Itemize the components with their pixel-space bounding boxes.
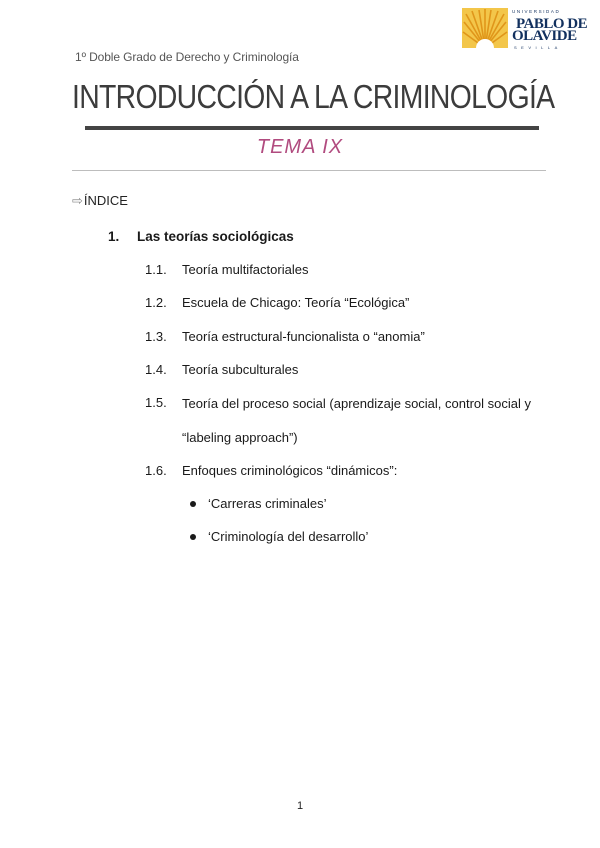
- topic-heading: TEMA IX: [256, 136, 344, 158]
- university-logo: [462, 8, 592, 52]
- logo-line-1: PABLO DE: [516, 16, 588, 32]
- bullet-item: [190, 529, 490, 547]
- toc-section-label: Las teorías sociológicas: [137, 229, 294, 244]
- course-subtitle: 1º Doble Grado de Derecho y Criminología: [75, 50, 299, 64]
- page-number: 1: [296, 800, 304, 812]
- toc-item-label: Escuela de Chicago: Teoría “Ecológica”: [182, 295, 410, 310]
- toc-item-label: Teoría del proceso social (aprendizaje social, control social y “labeling approach”): [182, 396, 532, 445]
- sun-emblem-icon: [462, 8, 508, 52]
- toc-item-label: Teoría estructural-funcionalista o “anomia”: [182, 329, 425, 344]
- bullet-dot-icon: [190, 501, 196, 507]
- title-divider: [85, 126, 539, 130]
- index-heading: [72, 193, 128, 209]
- toc-item-number: 1.1.: [145, 262, 167, 277]
- toc-item: [145, 329, 555, 347]
- toc-section-number: 1.: [108, 229, 120, 244]
- bullet-item: [190, 496, 490, 514]
- toc-item-number: 1.3.: [145, 329, 167, 344]
- toc-item: [145, 463, 555, 481]
- toc-item-number: 1.2.: [145, 295, 167, 310]
- logo-wordmark: [512, 8, 594, 52]
- bullet-dot-icon: [190, 534, 196, 540]
- toc-item: [145, 395, 555, 455]
- toc-section: [108, 229, 294, 244]
- logo-top-line: UNIVERSIDAD: [512, 9, 561, 14]
- toc-item: [145, 295, 555, 313]
- logo-bottom-line: SEVILLA: [514, 45, 562, 50]
- toc-item-number: 1.5.: [145, 395, 167, 410]
- header-divider: [72, 170, 546, 171]
- toc-item: [145, 262, 555, 280]
- toc-item-label: Teoría subculturales: [182, 362, 299, 377]
- page-title: INTRODUCCIÓN A LA CRIMINOLOGÍA: [72, 78, 555, 115]
- arrow-right-icon: ⇨: [72, 193, 83, 208]
- toc-item-label: Enfoques criminológicos “dinámicos”:: [182, 463, 398, 478]
- bullet-label: ‘Criminología del desarrollo’: [208, 529, 369, 544]
- logo-line-2: OLAVIDE: [512, 28, 577, 44]
- bullet-label: ‘Carreras criminales’: [208, 496, 327, 511]
- toc-item-label: Teoría multifactoriales: [182, 262, 309, 277]
- toc-item: [145, 362, 555, 380]
- toc-item-number: 1.6.: [145, 463, 167, 478]
- toc-item-number: 1.4.: [145, 362, 167, 377]
- index-label: ÍNDICE: [83, 193, 128, 208]
